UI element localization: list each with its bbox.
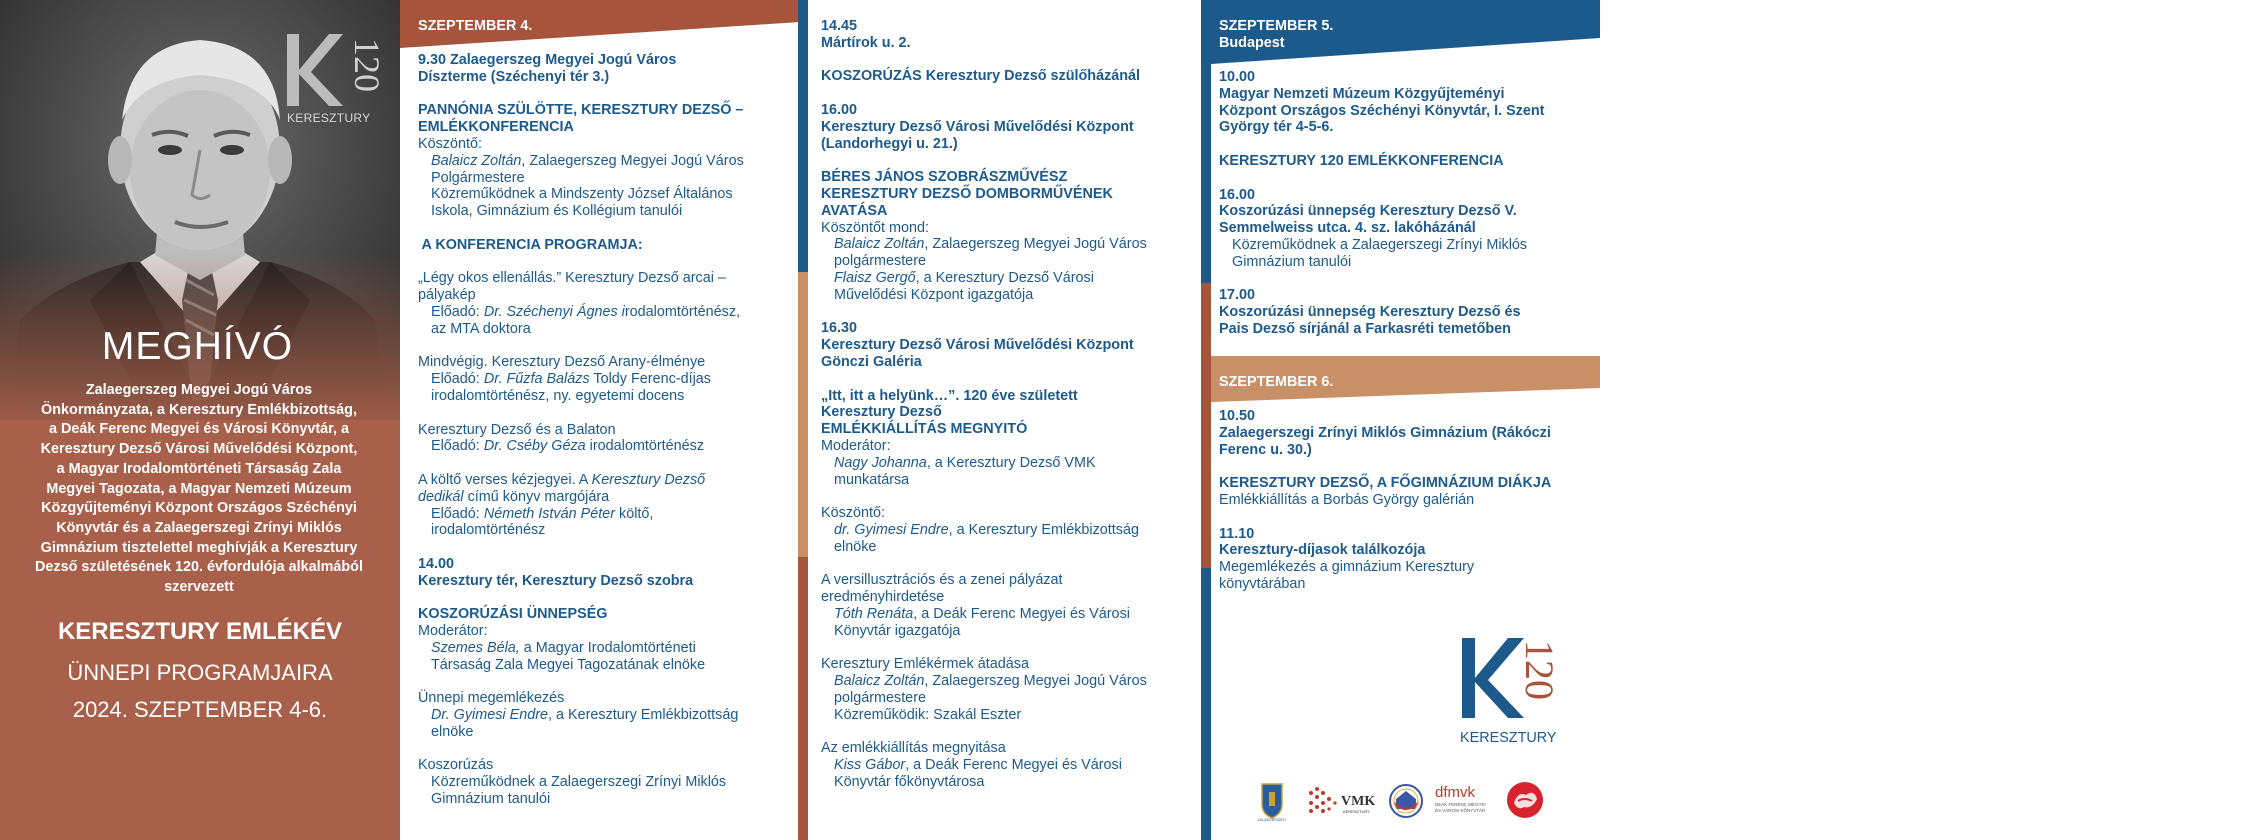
event-title-2: Semmelweiss utca. 4. sz. lakóházánál [1219,220,1476,237]
place: Mártírok u. 2. [821,34,911,51]
lecture-title: „Légy okos ellenállás.” Keresztury Dezső arcai – [418,270,726,287]
event-name: KERESZTURY EMLÉKÉV [57,618,343,645]
speaker-role-2: Polgármestere [431,169,525,186]
day-header-city: Budapest [1219,35,1285,51]
lecturer-role-2: irodalomtörténész, ny. egyetemi docens [431,387,685,404]
vmk-logo-text: VMK [1341,794,1376,809]
speaker-role-2: polgármestere [834,253,926,270]
cover-panel [0,0,400,840]
lecturer-prefix: Előadó: [431,303,484,320]
vmk-logo-sub: KERESZTURY [1343,809,1370,814]
participants: Közreműködnek a Mindszenty József Általános [431,186,733,203]
speaker-role-2: elnöke [431,723,474,740]
speaker-role-2: elnöke [834,538,877,555]
lecture-title-2: pályakép [418,287,476,304]
place: Magyar Nemzeti Múzeum Közgyűjteményi [1219,85,1505,102]
place-2: Központ Országos Széchényi Könyvtár, I. Szent [1219,102,1545,119]
invitation-text: Zalaegerszeg Megyei Jogú Város Önkormányzata, a Keresztury Emlékbizottság, a Deák Ferenc Megyei és Városi Könyvtár, a Keresztury Dezső Városi Művelődési Központ, a Magyar Irodalomtörténeti Társaság Zala Megyei Tagozata, a Magyar Nemzeti Múzeum Közgyűjteményi Központ Országos Széchényi Könyvtár és a Zalaegerszegi Zrínyi Miklós Gimnázium tisztelettel meghívják a Keresztury Dezső születésének 120. évfordulója alkalmából szervezett [35,382,363,596]
lecturer-line [418,371,796,388]
event-title: Koszorúzási ünnepség Keresztury Dezső V. [1219,203,1517,220]
event-title-2: eredményhirdetése [821,589,945,606]
moderator-label: Moderátor: [418,623,488,640]
speaker-name: Balaicz Zoltán [834,673,925,690]
speaker-name: Kiss Gábor [834,757,906,774]
lecturer-prefix: Előadó: [431,505,484,522]
moderator-line [821,455,1201,472]
speaker-line [821,673,1201,690]
book-title-2: dedikál [418,488,464,505]
speaker-line [821,522,1201,539]
speaker-line [821,270,1201,287]
time: 10.00 [1219,69,1256,85]
time: 16.00 [821,101,858,118]
k120-logo-blue-caption: KERESZTURY [1460,730,1557,746]
event-title: BÉRES JÁNOS SZOBRÁSZMŰVÉSZ [821,169,1068,186]
exhibition-title: KERESZTURY DEZSŐ, A FŐGIMNÁZIUM DIÁKJA [1219,475,1552,492]
lecturer-role: irodalomtörténész [585,438,705,455]
conference-title: KERESZTURY 120 EMLÉKKONFERENCIA [1219,152,1504,169]
book-title: Keresztury Dezső [591,471,706,488]
speaker-name: Balaicz Zoltán [431,152,522,169]
dfmvk-logo-text: dfmvk [1435,784,1476,801]
zalaegerszeg-crest-icon [1257,782,1287,822]
lecturer-line [418,304,796,321]
speaker-role: , Zalaegerszeg Megyei Jogú Város [924,673,1147,690]
moderator-role-2: Társaság Zala Megyei Tagozatának elnöke [431,656,706,673]
exhibition-title-2: Keresztury Dezső [821,404,942,421]
time: 17.00 [1219,287,1256,304]
event-title: Az emlékkiállítás megnyitása [821,740,1006,757]
place: Keresztury Dezső Városi Művelődési Központ [821,118,1134,135]
event-title: Keresztury-díjasok találkozója [1219,542,1426,559]
program-column-sept4 [400,0,800,840]
lecturer-prefix: Előadó: [431,371,484,388]
k120-logo-blue-number: 120 [1517,640,1562,700]
event-title-3: AVATÁSA [821,202,888,219]
moderator-role: , a Keresztury Dezső VMK [926,454,1096,471]
invitation-title: MEGHÍVÓ [101,325,294,368]
zalaegerszeg-caption: ZALAEGERSZEG [1257,818,1287,822]
speaker-role: , a Deák Ferenc Megyei és Városi [905,757,1122,774]
lecturer-name: Németh István Péter [483,505,615,522]
lecturer-role: költő, [615,505,654,522]
participants: Közreműködnek a Zalaegerszegi Zrínyi Miklós [1232,236,1528,253]
event-title: Ünnepi megemlékezés [418,690,565,707]
dfmvk-logo [1433,781,1495,817]
speaker-role-2: Művelődési Központ igazgatója [834,286,1034,303]
k120-logo-blue [1460,636,1565,721]
speaker-name: Flaisz Gergő [834,269,916,286]
event-title-2: KERESZTURY DEZSŐ DOMBORMŰVÉNEK [821,185,1113,202]
speaker-name: Tóth Renáta [834,605,914,622]
speaker-line [418,707,796,724]
lecture-title [418,472,796,489]
speaker-role: , a Deák Ferenc Megyei és Városi [913,605,1130,622]
exhibition-title-3: EMLÉKKIÁLLÍTÁS MEGNYITÓ [821,421,1028,438]
k120-logo-caption: KERESZTURY [287,111,371,125]
speaker-role: , Zalaegerszeg Megyei Jogú Város [521,152,744,169]
lecturer-role-2: irodalomtörténész [431,522,546,539]
k120-logo-number: 120 [347,38,387,92]
day-header [1219,18,1333,52]
speaker-role: , a Keresztury Dezső Városi [915,269,1094,286]
time: 14.45 [821,18,858,34]
moderator-role: a Magyar Irodalomtörténeti [519,639,696,656]
time-place: 9.30 Zalaegerszeg Megyei Jogú Város [418,52,677,68]
speaker-line [821,236,1201,253]
speaker-line [418,153,796,170]
moderator-name: Nagy Johanna [834,454,927,471]
place: Zalaegerszegi Zrínyi Miklós Gimnázium (Rákóczi [1219,424,1551,441]
participants: Közreműködnek a Zalaegerszegi Zrínyi Miklós [431,774,727,791]
lecture-title-a: A költő verses kézjegyei. A [418,471,592,488]
lecture-title: Keresztury Dezső és a Balaton [418,421,616,438]
place: Keresztury tér, Keresztury Dezső szobra [418,572,694,589]
program-text [821,18,1201,791]
speaker-role: , a Keresztury Emlékbizottság [548,707,739,724]
lecture-title-2 [418,489,796,506]
speaker-line [821,606,1201,623]
time: 16.00 [1219,186,1256,203]
time: 14.00 [418,555,455,572]
dfmvk-logo-sub-1: DEÁK FERENC MEGYEI [1435,802,1486,807]
exhibition-title: „Itt, itt a helyünk…”. 120 éve született [821,387,1078,404]
day-header: SZEPTEMBER 4. [418,18,533,34]
exhibition-place: Emlékkiállítás a Borbás György galérián [1219,491,1475,508]
lecturer-name: Dr. Cséby Géza [483,438,586,455]
moderator-line [418,640,796,657]
lecturer-name: Dr. Fűzfa Balázs [483,371,590,388]
speaker-line [821,757,1201,774]
lecturer-line [418,438,796,455]
place: Díszterme (Széchenyi tér 3.) [418,68,610,85]
greeting-label: Köszöntőt mond: [821,219,929,236]
participants-2: Gimnázium tanulói [431,791,551,808]
lecturer-role: Toldy Ferenc-díjas [589,371,711,388]
greeting-label: Köszöntő: [821,505,885,522]
program-column-sept4-cont [800,0,1205,840]
day-header-date: SZEPTEMBER 5. [1219,18,1334,34]
speaker-role: , Zalaegerszeg Megyei Jogú Város [924,236,1147,253]
lecturer-role: rodalomtörténész, [624,303,741,320]
event-description-2: könyvtárában [1219,575,1306,592]
lecturer-name: Dr. Széchenyi Ágnes i [483,303,625,320]
event-title: Koszorúzási ünnepség Keresztury Dezső és [1219,304,1521,321]
event-description: Megemlékezés a gimnázium Keresztury [1219,559,1475,576]
lecture-title-b: című könyv margójára [463,488,610,505]
place-2: Gönczi Galéria [821,353,922,370]
time: 10.50 [1219,408,1256,424]
performer: Közreműködik: Szakál Eszter [834,706,1022,723]
dfmvk-logo-sub-2: ÉS VÁROSI KÖNYVTÁR [1435,808,1486,813]
speaker-name: dr. Gyimesi Endre [834,521,949,538]
day-header: SZEPTEMBER 6. [1219,374,1334,390]
event-title: Keresztury Emlékérmek átadása [821,656,1029,673]
speaker-name: Balaicz Zoltán [834,236,925,253]
lecture-title: Mindvégig. Keresztury Dezső Arany-élménye [418,354,706,371]
speaker-role-2: Könyvtár igazgatója [834,622,961,639]
speaker-role: , a Keresztury Emlékbizottság [948,521,1139,538]
place: Keresztury Dezső Városi Művelődési Központ [821,337,1134,354]
place-2: Ferenc u. 30.) [1219,441,1312,458]
school-seal-icon [1388,781,1424,821]
lecturer-prefix: Előadó: [431,438,484,455]
event-title: KOSZORÚZÁS Keresztury Dezső szülőházánál [821,68,1141,85]
time: 16.30 [821,320,858,337]
time: 11.10 [1219,525,1255,542]
event-dates: 2024. SZEPTEMBER 4-6. [72,697,328,722]
speaker-role-2: Könyvtár főkönyvtárosa [834,773,985,790]
program-text [418,52,796,808]
conference-title: PANNÓNIA SZÜLÖTTE, KERESZTURY DEZSŐ – [418,102,744,119]
program-heading: A KONFERENCIA PROGRAMJA: [418,236,643,253]
event-title: KOSZORÚZÁSI ÜNNEPSÉG [418,606,608,623]
greeting-label: Köszöntő: [418,135,482,152]
place-3: György tér 4-5-6. [1219,119,1334,136]
partner-logos [1205,775,1600,825]
moderator-name: Szemes Béla, [431,639,520,656]
event-title: Koszorúzás [418,757,494,774]
speaker-role-2: polgármestere [834,689,926,706]
speaker-name: Dr. Gyimesi Endre [431,707,549,724]
participants-2: Iskola, Gimnázium és Kollégium tanulói [431,203,683,220]
place-2: (Landorhegyi u. 21.) [821,135,958,152]
event-subtitle: ÜNNEPI PROGRAMJAIRA [67,660,333,685]
society-seal-icon [1506,781,1544,819]
event-title-2: Pais Dezső sírjánál a Farkasréti temetőben [1219,320,1511,337]
moderator-role-2: munkatársa [834,471,910,488]
moderator-label: Moderátor: [821,437,891,454]
conference-title-2: EMLÉKKONFERENCIA [418,119,574,136]
lecturer-role-2: az MTA doktora [431,320,531,337]
participants-2: Gimnázium tanulói [1232,253,1352,270]
lecturer-line [418,506,796,523]
program-text-sept5 [1219,69,1599,338]
vmk-logo [1305,783,1380,819]
program-text-sept6 [1219,408,1599,593]
program-column-sept5-6 [1205,0,1600,840]
event-title: A versillusztrációs és a zenei pályázat [821,572,1063,589]
